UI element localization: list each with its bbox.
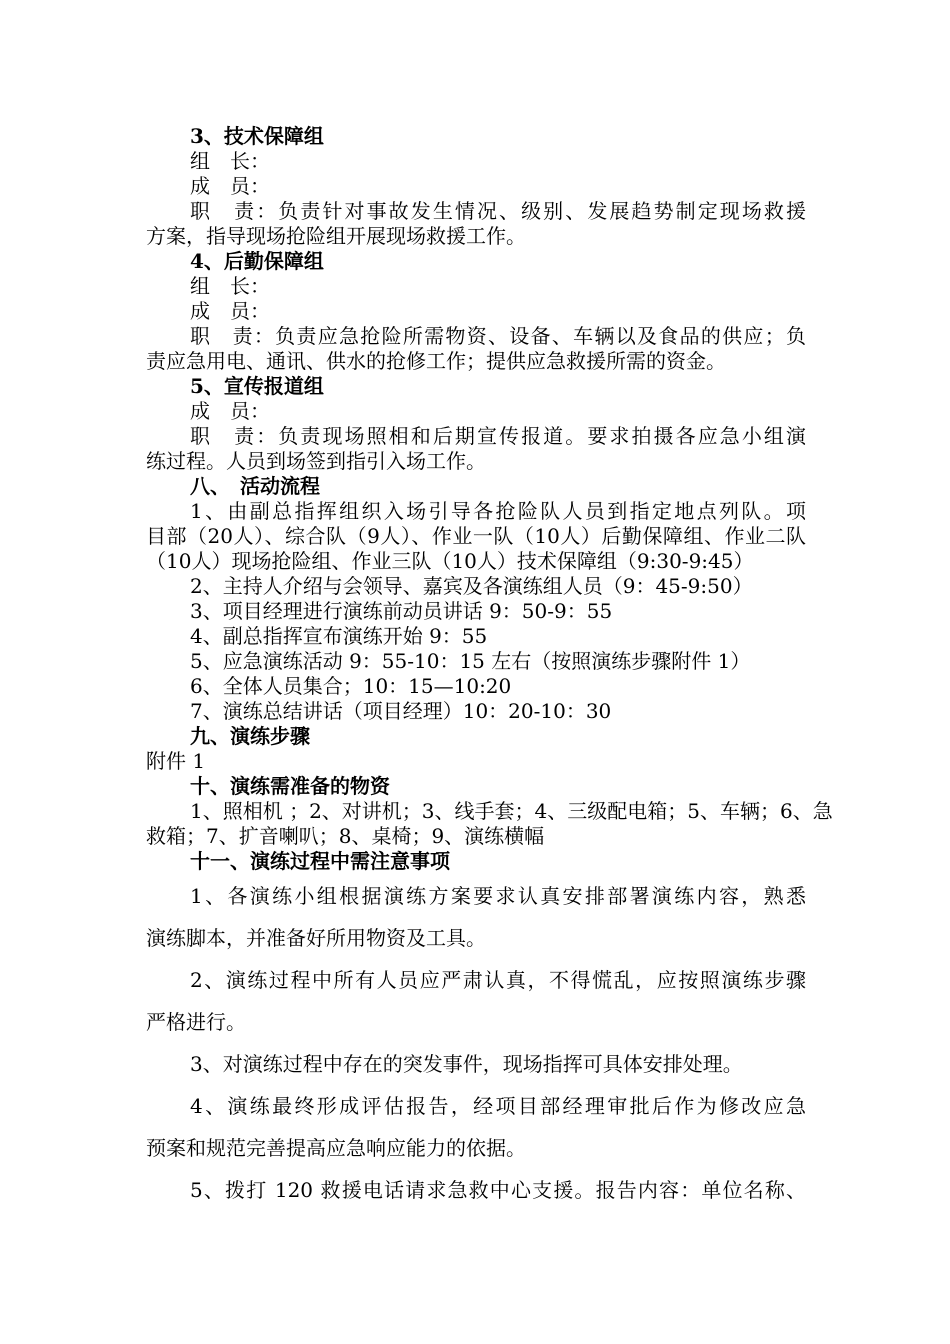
section-heading: 4、后勤保障组 <box>190 249 324 273</box>
list-item: 5、应急演练活动 9：55-10：15 左右（按照演练步骤附件 1） <box>190 649 751 673</box>
list-item: 7、演练总结讲话（项目经理）10：20-10：30 <box>190 699 612 723</box>
notice-item: 4、演练最终形成评估报告，经项目部经理审批后作为修改应急 <box>190 1094 806 1118</box>
leader-line: 组 长： <box>190 149 270 173</box>
duty-line: 职 责：负责应急抢险所需物资、设备、车辆以及食品的供应；负 <box>190 324 806 348</box>
duty-line: 职 责：负责针对事故发生情况、级别、发展趋势制定现场救援 <box>190 199 806 223</box>
notice-item-cont: 预案和规范完善提高应急响应能力的依据。 <box>146 1136 526 1160</box>
list-item-cont: 目部（20人）、综合队（9人）、作业一队（10人）后勤保障组、作业二队 <box>146 524 806 548</box>
duty-line-cont: 方案，指导现场抢险组开展现场救援工作。 <box>146 224 526 248</box>
notice-item-cont: 演练脚本，并准备好所用物资及工具。 <box>146 926 486 950</box>
list-item: 6、全体人员集合；10：15—10:20 <box>190 674 512 698</box>
notice-item-cont: 严格进行。 <box>146 1010 246 1034</box>
section-heading: 十一、演练过程中需注意事项 <box>190 849 450 873</box>
section-heading: 八、 活动流程 <box>190 474 320 498</box>
duty-line-cont: 责应急用电、通讯、供水的抢修工作；提供应急救援所需的资金。 <box>146 349 726 373</box>
list-item: 1、由副总指挥组织入场引导各抢险队人员到指定地点列队。项 <box>190 499 806 523</box>
list-item: 4、副总指挥宣布演练开始 9：55 <box>190 624 488 648</box>
notice-item: 1、各演练小组根据演练方案要求认真安排部署演练内容，熟悉 <box>190 884 806 908</box>
list-item-cont: （10人）现场抢险组、作业三队（10人）技术保障组（9:30-9:45） <box>146 549 754 573</box>
notice-item: 3、对演练过程中存在的突发事件，现场指挥可具体安排处理。 <box>190 1052 743 1076</box>
section-heading: 5、宣传报道组 <box>190 374 324 398</box>
duty-line: 职 责：负责现场照相和后期宣传报道。要求拍摄各应急小组演 <box>190 424 806 448</box>
members-line: 成 员： <box>190 174 270 198</box>
list-item: 2、主持人介绍与会领导、嘉宾及各演练组人员（9：45-9:50） <box>190 574 753 598</box>
section-heading: 十、演练需准备的物资 <box>190 774 390 798</box>
attachment-ref: 附件 1 <box>146 749 206 773</box>
materials-line-cont: 救箱；7、扩音喇叭；8、桌椅；9、演练横幅 <box>146 824 545 848</box>
list-item: 3、项目经理进行演练前动员讲话 9：50-9：55 <box>190 599 613 623</box>
section-heading: 九、演练步骤 <box>190 724 310 748</box>
duty-line-cont: 练过程。人员到场签到指引入场工作。 <box>146 449 486 473</box>
materials-line: 1、照相机 ；2、对讲机；3、线手套；4、三级配电箱；5、车辆；6、急 <box>190 799 833 823</box>
leader-line: 组 长： <box>190 274 270 298</box>
members-line: 成 员： <box>190 299 270 323</box>
notice-item: 2、演练过程中所有人员应严肃认真，不得慌乱，应按照演练步骤 <box>190 968 806 992</box>
members-line: 成 员： <box>190 399 270 423</box>
section-heading: 3、技术保障组 <box>190 124 324 148</box>
notice-item: 5、拨打 120 救援电话请求急救中心支援。报告内容：单位名称、 <box>190 1178 806 1202</box>
